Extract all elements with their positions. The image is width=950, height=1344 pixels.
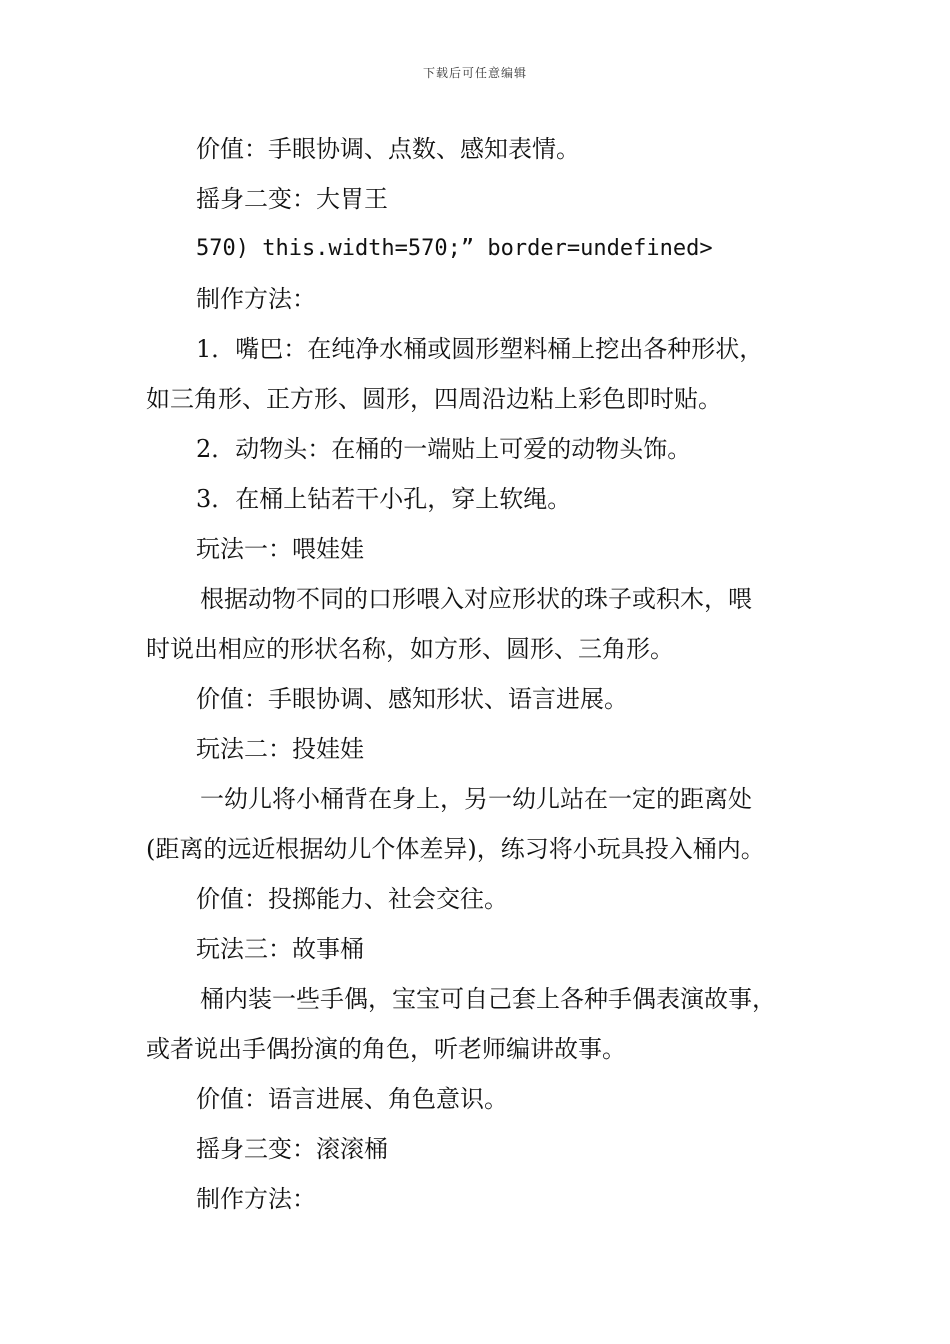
- text-line: 制作方法：: [196, 1185, 316, 1213]
- text-line: 价值：语言进展、角色意识。: [196, 1085, 508, 1113]
- text-line: 价值：投掷能力、社会交往。: [196, 885, 508, 913]
- text-line: 玩法一：喂娃娃: [196, 535, 364, 563]
- text-line: 摇身二变：大胃王: [196, 185, 388, 213]
- text-line: 价值：手眼协调、感知形状、语言进展。: [196, 685, 628, 713]
- text-line: 玩法三：故事桶: [196, 935, 364, 963]
- text-line: 制作方法：: [196, 285, 316, 313]
- text-line: (距离的远近根据幼儿个体差异)，练习将小玩具投入桶内。: [146, 835, 765, 863]
- text-line: 摇身三变：滚滚桶: [196, 1135, 388, 1163]
- text-line: 1．嘴巴：在纯净水桶或圆形塑料桶上挖出各种形状，: [196, 335, 764, 363]
- text-line: 如三角形、正方形、圆形，四周沿边粘上彩色即时贴。: [146, 385, 722, 413]
- document-body: [146, 124, 826, 1224]
- page-header: 下载后可任意编辑: [422, 66, 527, 80]
- text-line: 价值：手眼协调、点数、感知表情。: [196, 135, 580, 163]
- text-line: 570) this.width=570;” border=undefined>: [196, 236, 713, 261]
- text-line: 桶内装一些手偶，宝宝可自己套上各种手偶表演故事，: [200, 985, 776, 1013]
- text-line: 根据动物不同的口形喂入对应形状的珠子或积木，喂: [200, 585, 752, 613]
- text-line: 3．在桶上钻若干小孔，穿上软绳。: [196, 485, 572, 513]
- text-line: 玩法二：投娃娃: [196, 735, 364, 763]
- text-line: 或者说出手偶扮演的角色，听老师编讲故事。: [146, 1035, 626, 1063]
- text-line: 一幼儿将小桶背在身上，另一幼儿站在一定的距离处: [200, 785, 752, 813]
- text-line: 时说出相应的形状名称，如方形、圆形、三角形。: [146, 635, 674, 663]
- text-line: 2．动物头：在桶的一端贴上可爱的动物头饰。: [196, 435, 692, 463]
